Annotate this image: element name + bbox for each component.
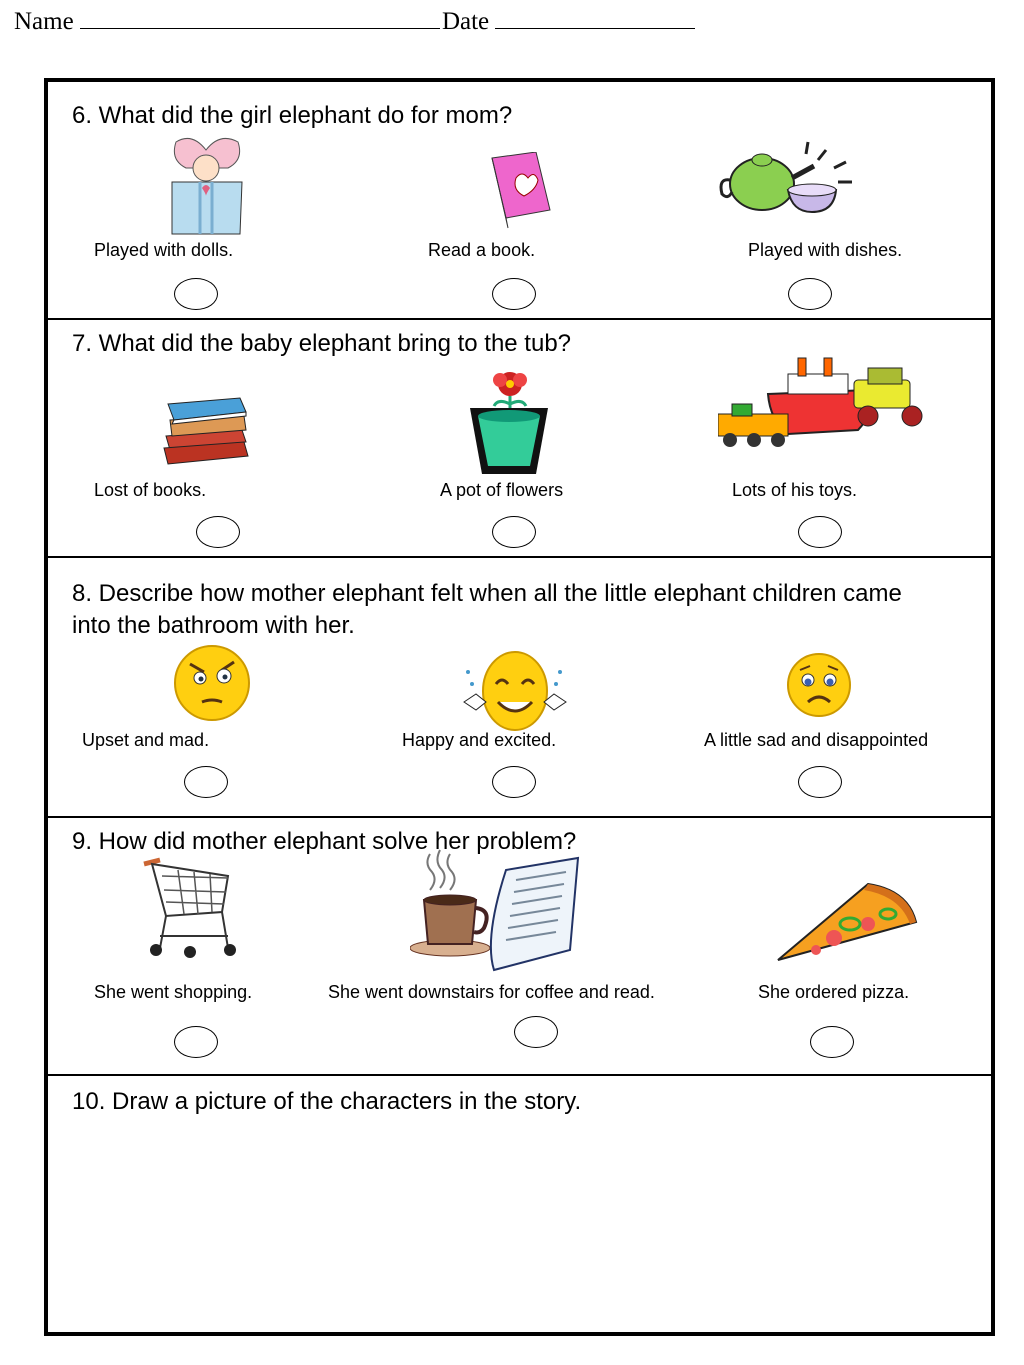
- question-6-section: [48, 82, 991, 320]
- answer-8a-bubble[interactable]: [184, 766, 228, 798]
- pink-book-icon: [488, 152, 554, 232]
- doll-in-box-icon: [162, 132, 248, 236]
- question-10-section: [48, 1076, 991, 1332]
- question-10-text: 10. Draw a picture of the characters in the story.: [72, 1088, 582, 1115]
- question-7-text: 7. What did the baby elephant bring to the tub?: [72, 330, 572, 357]
- stack-of-books-icon: [160, 390, 252, 470]
- question-6-text: 6. What did the girl elephant do for mom?: [72, 102, 513, 129]
- question-7-section: [48, 320, 991, 558]
- name-label: Name: [14, 8, 74, 35]
- option-9b-label: She went downstairs for coffee and read.: [328, 982, 655, 1002]
- option-7a-label: Lost of books.: [94, 480, 207, 500]
- coffee-newspaper-icon: [410, 848, 586, 972]
- option-8a-label: Upset and mad.: [82, 730, 210, 750]
- shopping-cart-icon: [138, 856, 238, 960]
- answer-9c-bubble[interactable]: [810, 1026, 854, 1058]
- option-7c-label: Lots of his toys.: [732, 480, 858, 500]
- option-6a-label: Played with dolls.: [94, 240, 234, 260]
- sad-face-icon: [786, 650, 852, 720]
- answer-8b-bubble[interactable]: [492, 766, 536, 798]
- drawing-area[interactable]: [48, 1126, 991, 1332]
- option-7b-label: A pot of flowers: [440, 480, 564, 500]
- question-8-section: [48, 558, 991, 818]
- toys-icon: [718, 354, 934, 466]
- answer-7c-bubble[interactable]: [798, 516, 842, 548]
- date-field[interactable]: [495, 8, 695, 29]
- answer-9b-bubble[interactable]: [514, 1016, 558, 1048]
- answer-9a-bubble[interactable]: [174, 1026, 218, 1058]
- option-6c-label: Played with dishes.: [748, 240, 903, 260]
- pizza-slice-icon: [772, 880, 920, 966]
- question-9-section: [48, 818, 991, 1076]
- option-8c-label: A little sad and disappointed: [704, 730, 929, 750]
- flower-pot-icon: [466, 368, 552, 478]
- answer-7b-bubble[interactable]: [492, 516, 536, 548]
- teapot-icon: [718, 140, 864, 218]
- date-label: Date: [441, 8, 490, 35]
- answer-8c-bubble[interactable]: [798, 766, 842, 798]
- option-9a-label: She went shopping.: [94, 982, 253, 1002]
- question-8-text: 8. Describe how mother elephant felt when all the little elephant children came into the bathroom with her.: [72, 580, 902, 639]
- answer-6b-bubble[interactable]: [492, 278, 536, 310]
- worksheet-frame: [44, 78, 995, 1336]
- header: [14, 8, 697, 36]
- option-9c-label: She ordered pizza.: [758, 982, 910, 1002]
- option-6b-label: Read a book.: [428, 240, 536, 260]
- option-8b-label: Happy and excited.: [402, 730, 557, 750]
- upset-face-icon: [172, 642, 252, 724]
- question-9-text: 9. How did mother elephant solve her problem?: [72, 828, 577, 855]
- happy-face-icon: [456, 650, 574, 732]
- answer-6a-bubble[interactable]: [174, 278, 218, 310]
- answer-6c-bubble[interactable]: [788, 278, 832, 310]
- answer-7a-bubble[interactable]: [196, 516, 240, 548]
- name-field[interactable]: [80, 8, 440, 29]
